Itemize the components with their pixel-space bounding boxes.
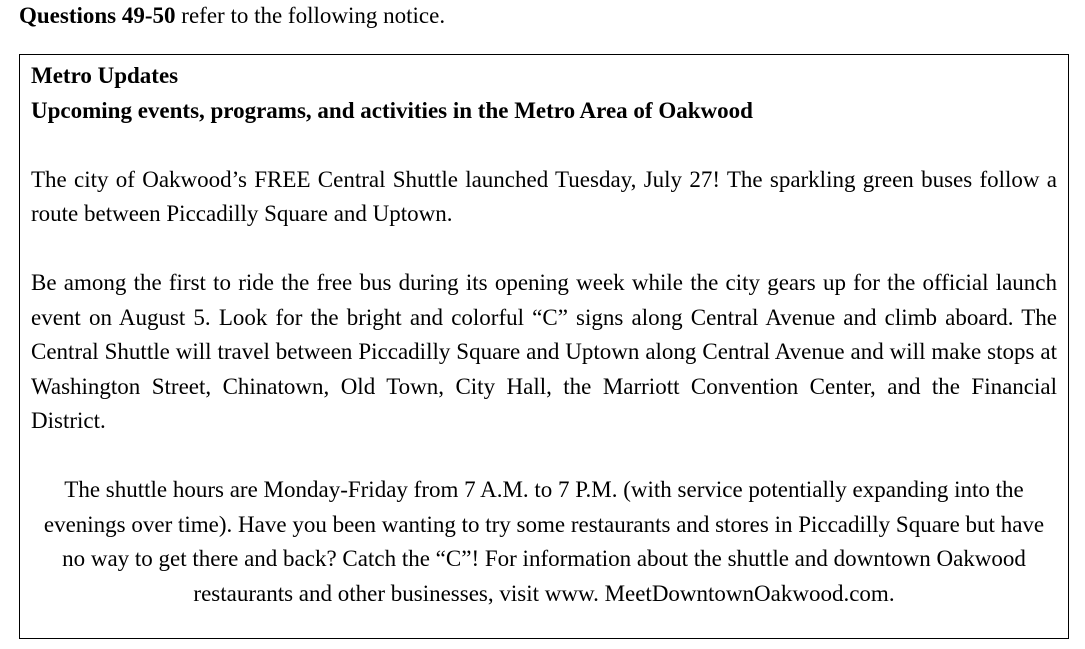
paragraph-hours: The shuttle hours are Monday-Friday from 7 A.M. to 7 P.M. (with service potentially expanding into the evenings over time). Have you been wanting to try some restaurants and stores in Piccadilly Square but have no way to get there and back? Catch the “C”! For information about the shuttle and downtown Oakwood restaurants and other businesses, visit www. MeetDowntownOakwood.com. xyxy=(43,477,1045,606)
question-intro xyxy=(19,2,445,29)
question-range: Questions 49-50 xyxy=(19,3,176,28)
paragraph-launch: The city of Oakwood’s FREE Central Shuttle launched Tuesday, July 27! The sparkling green buses follow a route between Piccadilly Square and Uptown. xyxy=(31,166,1057,226)
notice-title: Metro Updates xyxy=(31,63,179,88)
notice-subtitle: Upcoming events, programs, and activities in the Metro Area of Oakwood xyxy=(31,97,753,123)
notice-box xyxy=(19,54,1069,639)
paragraph-spacer xyxy=(31,439,1057,474)
paragraph-spacer xyxy=(31,232,1057,267)
paragraph-spacer xyxy=(31,128,1057,163)
paragraph-route: Be among the first to ride the free bus during its opening week while the city gears up for the official launch event on August 5. Look for the bright and colorful “C” signs along Central Avenue and climb aboard. The Central Shuttle will travel between Piccadilly Square and Uptown along Central Avenue and will make stops at Washington Street, Chinatown, Old Town, City Hall, the Marriott Convention Center, and the Financial District. xyxy=(31,270,1057,433)
question-intro-text: refer to the following notice. xyxy=(175,3,446,28)
